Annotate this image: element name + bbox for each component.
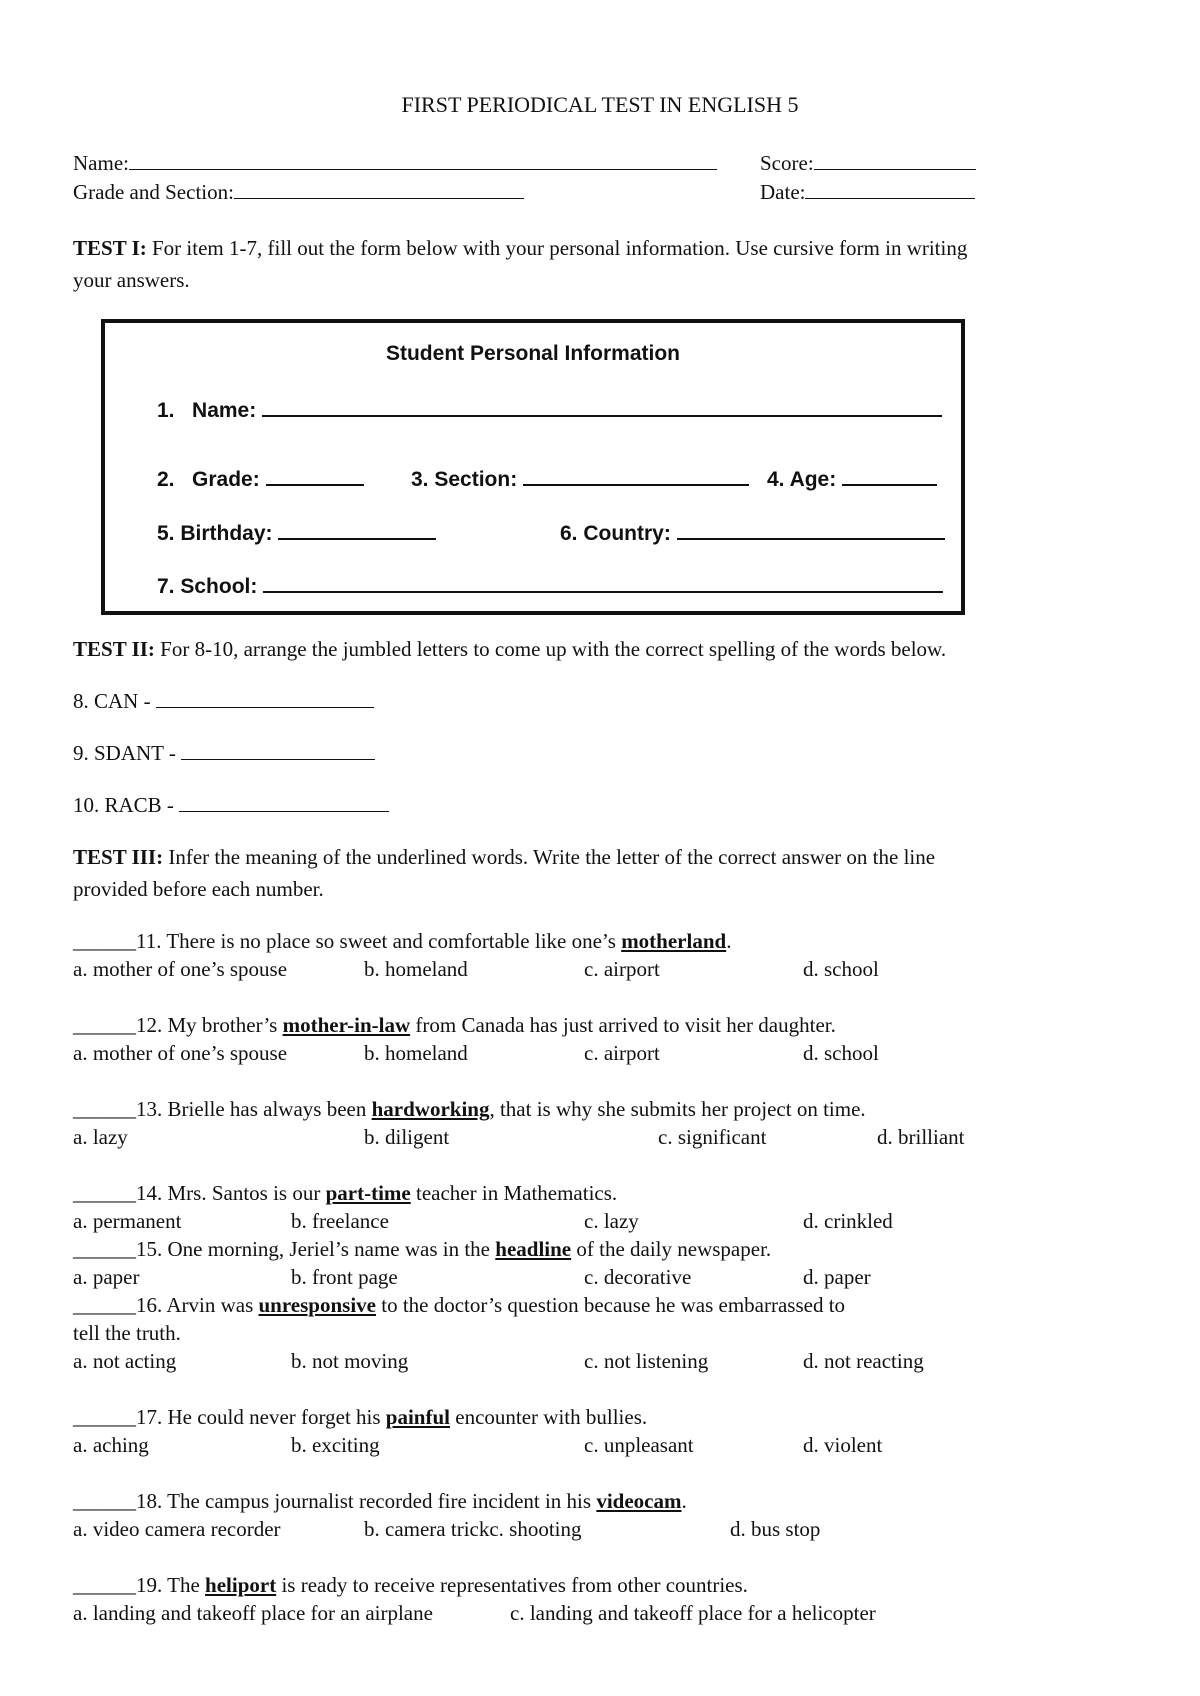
test2-item-10 [73, 793, 389, 818]
underlined-word: hardworking [371, 1097, 490, 1121]
form-country-line[interactable] [677, 522, 945, 540]
option-c: c. not listening [584, 1349, 709, 1373]
question-19 [73, 1573, 748, 1598]
item-10-line[interactable] [179, 795, 389, 812]
question-11 [73, 929, 731, 954]
option-b: b. freelance [291, 1209, 389, 1233]
question-15 [73, 1237, 771, 1262]
form-section-label: 3. Section: [411, 468, 518, 491]
form-name-label: Name: [192, 399, 257, 422]
test3-text-line1: Infer the meaning of the underlined words. Write the letter of the correct answer on the line [163, 845, 936, 869]
item-10-text: 10. RACB - [73, 793, 174, 817]
answer-blank[interactable]: ______ [73, 1237, 136, 1261]
test1-text-line2: your answers. [73, 268, 190, 292]
option-b: b. homeland [364, 957, 468, 981]
question-text-end: of the daily newspaper. [571, 1237, 772, 1261]
form-school-label: School: [180, 575, 258, 598]
option-a: a. permanent [73, 1209, 182, 1233]
answer-blank[interactable]: ______ [73, 929, 136, 953]
option-a: a. paper [73, 1265, 140, 1289]
option-a: a. mother of one’s spouse [73, 957, 288, 981]
underlined-word: heliport [205, 1573, 277, 1597]
question-text: 13. Brielle has always been [136, 1097, 372, 1121]
option-d: d. school [803, 957, 879, 981]
option-c: c. landing and takeoff place for a helicopter [510, 1601, 876, 1625]
underlined-word: unresponsive [258, 1293, 376, 1317]
item-8-text: 8. CAN - [73, 689, 151, 713]
option-b: b. exciting [291, 1433, 380, 1457]
option-d: d. school [803, 1041, 879, 1065]
question-text-end: . [726, 929, 732, 953]
option-b: b. camera trickc. shooting [364, 1517, 582, 1541]
option-c: c. lazy [584, 1209, 639, 1233]
personal-info-form [101, 319, 965, 615]
date-label: Date: [760, 180, 806, 204]
underlined-word: headline [495, 1237, 572, 1261]
option-a: a. video camera recorder [73, 1517, 281, 1541]
question-16 [73, 1293, 845, 1318]
test2-text: For 8-10, arrange the jumbled letters to come up with the correct spelling of the words below. [154, 637, 947, 661]
form-grade-line[interactable] [266, 468, 364, 486]
option-a: a. landing and takeoff place for an airplane [73, 1601, 433, 1625]
test2-item-8 [73, 689, 374, 714]
test1-text-line1: For item 1-7, fill out the form below with your personal information. Use cursive form in writing [146, 236, 968, 260]
option-b: b. diligent [364, 1125, 450, 1149]
answer-blank[interactable]: ______ [73, 1573, 136, 1597]
answer-blank[interactable]: ______ [73, 1293, 136, 1317]
question-16-continuation: tell the truth. [73, 1321, 181, 1345]
form-title: Student Personal Information [385, 342, 681, 365]
question-text-end: , that is why she submits her project on time. [489, 1097, 866, 1121]
option-a: a. lazy [73, 1125, 128, 1149]
option-c: c. airport [584, 1041, 660, 1065]
item-8-line[interactable] [156, 691, 374, 708]
option-a: a. not acting [73, 1349, 177, 1373]
form-num-5: 5. [157, 522, 175, 545]
option-d: d. brilliant [877, 1125, 965, 1149]
underlined-word: motherland [621, 929, 727, 953]
question-18 [73, 1489, 687, 1514]
test3-text-line2: provided before each number. [73, 877, 324, 901]
name-line[interactable] [129, 153, 717, 170]
form-row-birthday [157, 522, 436, 546]
option-c: c. airport [584, 957, 660, 981]
option-d: d. not reacting [803, 1349, 924, 1373]
form-grade-label: Grade: [192, 468, 260, 491]
form-birthday-label: Birthday: [180, 522, 273, 545]
score-line[interactable] [814, 153, 976, 170]
score-label: Score: [760, 151, 814, 175]
form-row-country [560, 522, 945, 546]
option-d: d. crinkled [803, 1209, 893, 1233]
answer-blank[interactable]: ______ [73, 1181, 136, 1205]
option-b: b. front page [291, 1265, 398, 1289]
answer-blank[interactable]: ______ [73, 1489, 136, 1513]
form-row-age [767, 468, 937, 492]
option-d: d. violent [803, 1433, 883, 1457]
date-line[interactable] [805, 182, 975, 199]
question-text-end: teacher in Mathematics. [410, 1181, 618, 1205]
question-14 [73, 1181, 617, 1206]
test3-label: TEST III: [73, 845, 164, 869]
answer-blank[interactable]: ______ [73, 1013, 136, 1037]
form-section-line[interactable] [523, 468, 749, 486]
test2-item-9 [73, 741, 375, 766]
item-9-line[interactable] [181, 743, 375, 760]
option-a: a. aching [73, 1433, 149, 1457]
test1-instruction [73, 236, 967, 261]
name-field [73, 151, 717, 176]
form-row-name [157, 399, 942, 423]
answer-blank[interactable]: ______ [73, 1097, 136, 1121]
form-birthday-line[interactable] [278, 522, 436, 540]
question-text: 15. One morning, Jeriel’s name was in the [136, 1237, 496, 1261]
underlined-word: mother-in-law [282, 1013, 411, 1037]
option-c: c. decorative [584, 1265, 692, 1289]
answer-blank[interactable]: ______ [73, 1405, 136, 1429]
test2-instruction [73, 637, 946, 662]
form-row-grade [157, 468, 364, 492]
question-text: 17. He could never forget his [136, 1405, 386, 1429]
question-text: 11. There is no place so sweet and comfortable like one’s [136, 929, 622, 953]
form-age-line[interactable] [842, 468, 937, 486]
question-text: 14. Mrs. Santos is our [136, 1181, 326, 1205]
item-9-text: 9. SDANT - [73, 741, 176, 765]
question-text-end: encounter with bullies. [450, 1405, 648, 1429]
score-field [760, 151, 976, 176]
form-age-label: 4. Age: [767, 468, 837, 491]
name-label: Name: [73, 151, 129, 175]
option-b: b. homeland [364, 1041, 468, 1065]
form-name-line[interactable] [262, 399, 942, 417]
test1-label: TEST I: [73, 236, 147, 260]
question-text: 19. The [136, 1573, 206, 1597]
question-text: 12. My brother’s [136, 1013, 283, 1037]
form-num-1: 1. [157, 399, 175, 422]
option-c: c. unpleasant [584, 1433, 694, 1457]
question-text: 16. Arvin was [136, 1293, 259, 1317]
form-country-label: 6. Country: [560, 522, 671, 545]
question-text-end: from Canada has just arrived to visit her daughter. [410, 1013, 836, 1037]
option-c: c. significant [658, 1125, 767, 1149]
grade-section-line[interactable] [234, 182, 524, 199]
option-d: d. paper [803, 1265, 871, 1289]
form-school-line[interactable] [263, 575, 943, 593]
question-text-end: . [681, 1489, 687, 1513]
underlined-word: painful [385, 1405, 450, 1429]
form-row-school [157, 575, 943, 599]
form-num-2: 2. [157, 468, 175, 491]
form-row-section [411, 468, 749, 492]
date-field [760, 180, 975, 205]
grade-section-label: Grade and Section: [73, 180, 234, 204]
question-text: 18. The campus journalist recorded fire incident in his [136, 1489, 597, 1513]
option-a: a. mother of one’s spouse [73, 1041, 288, 1065]
test2-label: TEST II: [73, 637, 155, 661]
question-text-end: is ready to receive representatives from other countries. [276, 1573, 748, 1597]
option-b: b. not moving [291, 1349, 409, 1373]
underlined-word: videocam [596, 1489, 682, 1513]
question-text-end: to the doctor’s question because he was embarrassed to [375, 1293, 846, 1317]
test3-instruction [73, 845, 935, 870]
question-13 [73, 1097, 866, 1122]
form-num-7: 7. [157, 575, 175, 598]
grade-section-field [73, 180, 524, 205]
question-12 [73, 1013, 836, 1038]
question-17 [73, 1405, 647, 1430]
option-d: d. bus stop [730, 1517, 821, 1541]
page-title: FIRST PERIODICAL TEST IN ENGLISH 5 [401, 92, 799, 117]
underlined-word: part-time [325, 1181, 411, 1205]
